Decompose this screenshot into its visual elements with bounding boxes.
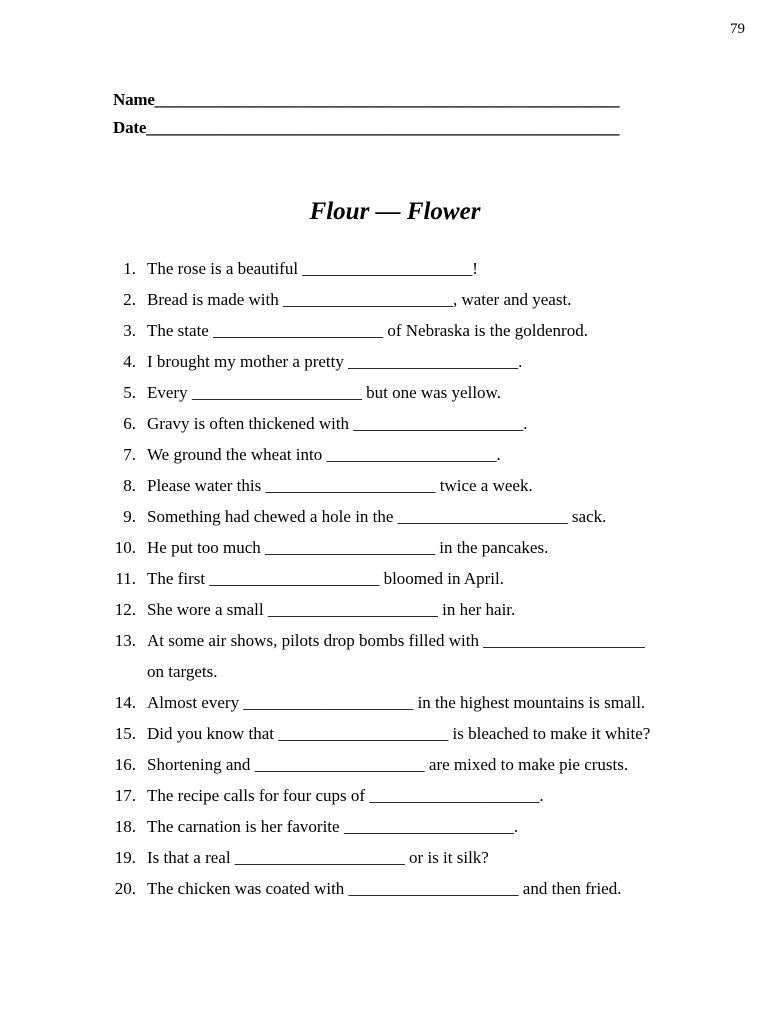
question-number: 20.	[114, 879, 136, 898]
question-text[interactable]: The recipe calls for four cups of ____________________.	[147, 786, 544, 805]
page-number: 79	[730, 21, 745, 37]
question-text[interactable]: Something had chewed a hole in the ____________________ sack.	[147, 507, 607, 526]
question-number: 18.	[114, 817, 136, 836]
question-number: 1.	[123, 259, 136, 278]
question-number: 9.	[123, 507, 136, 526]
question-text[interactable]: At some air shows, pilots drop bombs filled with ___________________	[147, 631, 645, 650]
question-text[interactable]: Bread is made with ____________________, water and yeast.	[147, 290, 572, 309]
question-text[interactable]: Almost every ____________________ in the highest mountains is small.	[147, 693, 646, 712]
question-text[interactable]: I brought my mother a pretty ____________________.	[147, 352, 523, 371]
question-number: 3.	[123, 321, 136, 340]
question-number: 16.	[114, 755, 136, 774]
name-field[interactable]: Name________________________________________________________	[113, 90, 620, 109]
question-text[interactable]: The chicken was coated with ____________________ and then fried.	[147, 879, 622, 898]
question-text[interactable]: Shortening and ____________________ are mixed to make pie crusts.	[147, 755, 629, 774]
question-number: 2.	[123, 290, 136, 309]
question-number: 17.	[114, 786, 136, 805]
question-text[interactable]: Is that a real ____________________ or is it silk?	[147, 848, 489, 867]
question-text[interactable]: Did you know that ____________________ is bleached to make it white?	[147, 724, 651, 743]
question-text[interactable]: She wore a small ____________________ in her hair.	[147, 600, 516, 619]
question-number: 4.	[123, 352, 136, 371]
question-number: 7.	[123, 445, 136, 464]
question-text[interactable]: Every ____________________ but one was yellow.	[147, 383, 501, 402]
question-number: 6.	[123, 414, 136, 433]
question-number: 14.	[114, 693, 136, 712]
question-number: 10.	[114, 538, 136, 557]
question-number: 5.	[123, 383, 136, 402]
question-number: 12.	[114, 600, 136, 619]
question-text[interactable]: The carnation is her favorite ____________________.	[147, 817, 519, 836]
worksheet-title: Flour — Flower	[309, 198, 481, 225]
date-field[interactable]: Date_________________________________________________________	[113, 118, 620, 137]
question-text[interactable]: He put too much ____________________ in the pancakes.	[147, 538, 549, 557]
question-text[interactable]: Please water this ____________________ twice a week.	[147, 476, 533, 495]
question-number: 8.	[123, 476, 136, 495]
question-text[interactable]: on targets.	[147, 662, 218, 681]
question-number: 19.	[114, 848, 136, 867]
question-number: 11.	[115, 569, 136, 588]
question-number: 13.	[114, 631, 136, 650]
question-text[interactable]: We ground the wheat into ____________________.	[147, 445, 501, 464]
question-text[interactable]: The rose is a beautiful ____________________!	[147, 259, 478, 278]
question-number: 15.	[114, 724, 136, 743]
question-text[interactable]: Gravy is often thickened with ____________________.	[147, 414, 528, 433]
question-text[interactable]: The first ____________________ bloomed in April.	[147, 569, 504, 588]
question-text[interactable]: The state ____________________ of Nebraska is the goldenrod.	[147, 321, 588, 340]
